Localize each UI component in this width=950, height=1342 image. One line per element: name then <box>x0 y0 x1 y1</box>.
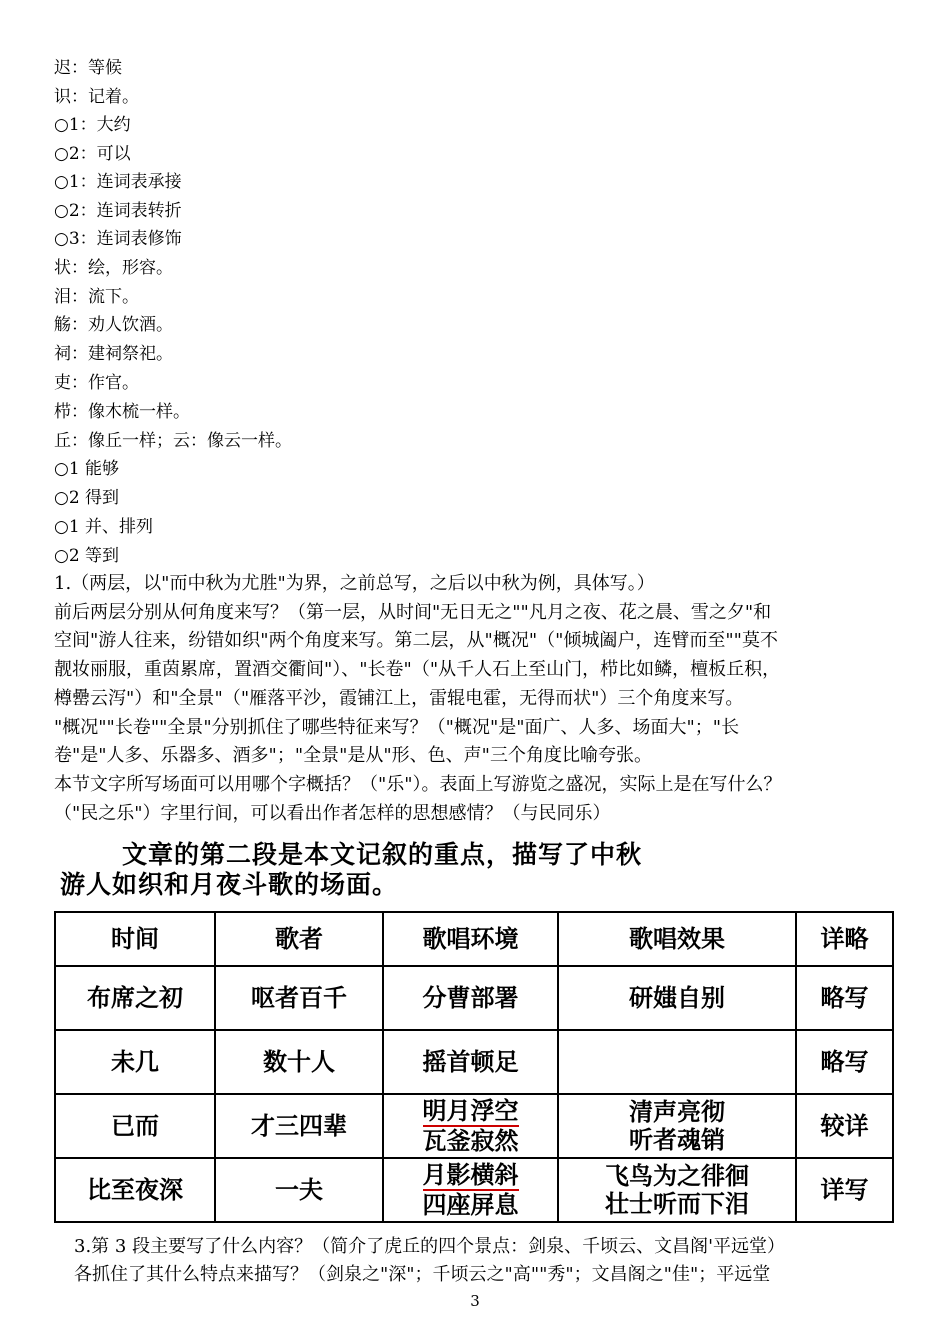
glossary-item: 栉：像木梳一样。 <box>54 402 190 422</box>
glossary-item: ○2 等到 <box>54 546 120 566</box>
glossary-item: ○1：大约 <box>54 115 131 135</box>
glossary-item: 泪：流下。 <box>54 287 139 307</box>
cell-effect <box>558 1158 796 1222</box>
glossary-item: 觞：劝人饮酒。 <box>54 315 173 335</box>
glossary-item: 祠：建祠祭祀。 <box>54 344 173 364</box>
effect-line: 研媸自别 <box>629 983 725 1012</box>
paragraph-line: 本节文字所写场面可以用哪个字概括？（"乐"）。表面上写游览之盛况，实际上是在写什么？ <box>54 773 782 795</box>
paragraph-line: （"民之乐"）字里行间，可以看出作者怎样的思想感情？（与民同乐） <box>54 802 611 824</box>
header-singer: 歌者 <box>215 912 383 966</box>
header-time: 时间 <box>55 912 215 966</box>
singing-scene-table <box>54 911 894 1223</box>
cell-singer: 才三四辈 <box>215 1094 383 1158</box>
cell-detail: 详写 <box>796 1158 893 1222</box>
cell-environment <box>383 966 558 1030</box>
paragraph-line: 卷"是"人多、乐器多、酒多"；"全景"是从"形、色、声"三个角度比喻夸张。 <box>54 745 652 767</box>
cell-time: 布席之初 <box>55 966 215 1030</box>
header-effect: 歌唱效果 <box>558 912 796 966</box>
paragraph-line: 靓妆丽服，重茵累席，置酒交衢间"）、"长卷"（"从千人石上至山门，栉比如鳞，檀板丘积， <box>54 659 781 681</box>
figure-caption-line2: 游人如织和月夜斗歌的场面。 <box>60 870 399 899</box>
cell-effect <box>558 966 796 1030</box>
cell-time: 已而 <box>55 1094 215 1158</box>
glossary-item: 丘：像丘一样；云：像云一样。 <box>54 431 292 451</box>
cell-environment <box>383 1158 558 1222</box>
cell-effect <box>558 1030 796 1094</box>
page-number: 3 <box>470 1292 480 1310</box>
glossary-item: ○1 能够 <box>54 459 120 479</box>
glossary-item: 吏：作官。 <box>54 373 139 393</box>
glossary-item: 状：绘，形容。 <box>54 258 173 278</box>
cell-singer: 呕者百千 <box>215 966 383 1030</box>
table-row <box>55 1030 893 1094</box>
paragraph-line: 前后两层分别从何角度来写？（第一层，从时间"无日无之""凡月之夜、花之晨、雪之夕"和 <box>54 601 772 623</box>
cell-detail: 较详 <box>796 1094 893 1158</box>
glossary-item: ○2：可以 <box>54 144 131 164</box>
effect-line: 清声亮彻 <box>629 1097 725 1126</box>
glossary-item: 迟：等候 <box>54 58 122 78</box>
table-row <box>55 1158 893 1222</box>
cell-time: 比至夜深 <box>55 1158 215 1222</box>
glossary-item: ○1 并、排列 <box>54 517 154 537</box>
cell-effect <box>558 1094 796 1158</box>
table-row <box>55 966 893 1030</box>
paragraph-line: 1.（两层，以"而中秋为尤胜"为界，之前总写，之后以中秋为例，具体写。） <box>54 573 655 594</box>
table-header-row <box>55 912 893 966</box>
effect-line: 飞鸟为之徘徊 <box>605 1161 749 1190</box>
glossary-item: 识：记着。 <box>54 87 139 107</box>
glossary-item: ○2 得到 <box>54 488 120 508</box>
env-line: 月影横斜 <box>422 1160 519 1189</box>
env-line: 分曹部署 <box>422 983 519 1012</box>
cell-singer: 数十人 <box>215 1030 383 1094</box>
cell-detail: 略写 <box>796 966 893 1030</box>
analysis-paragraph <box>54 570 900 828</box>
paragraph-line: 樽罍云泻"）和"全景"（"雁落平沙，霞铺江上，雷辊电霍，无得而状"）三个角度来写。 <box>54 687 744 709</box>
glossary-item: ○3：连词表修饰 <box>54 229 182 249</box>
cell-detail: 略写 <box>796 1030 893 1094</box>
header-environment: 歌唱环境 <box>383 912 558 966</box>
cell-time: 未几 <box>55 1030 215 1094</box>
table-row <box>55 1094 893 1158</box>
env-line: 瓦釜寂然 <box>422 1126 519 1155</box>
glossary-item: ○2：连词表转折 <box>54 201 182 221</box>
effect-line: 听者魂销 <box>629 1125 725 1154</box>
env-line: 明月浮空 <box>422 1096 519 1125</box>
cell-environment <box>383 1030 558 1094</box>
effect-line: 壮士听而下泪 <box>605 1189 749 1218</box>
env-line: 摇首顿足 <box>422 1047 519 1076</box>
figure-caption-line1: 文章的第二段是本文记叙的重点，描写了中秋 <box>122 840 643 869</box>
cell-environment <box>383 1094 558 1158</box>
paragraph-line: 空间"游人往来，纷错如织"两个角度来写。第二层，从"概况"（"倾城阖户，连臂而至""莫不 <box>54 630 778 652</box>
env-line: 四座屏息 <box>422 1190 519 1219</box>
paragraph-line: "概况""长卷""全景"分别抓住了哪些特征来写？（"概况"是"面广、人多、场面大"；"长 <box>54 716 740 738</box>
question-3-line2: 各抓住了其什么特点来描写？（剑泉之"深"；千顷云之"高""秀"；文昌阁之"佳"；平远堂 <box>74 1264 771 1285</box>
glossary-item: ○1：连词表承接 <box>54 172 182 192</box>
question-3-line1: 3.第 3 段主要写了什么内容？（简介了虎丘的四个景点：剑泉、千顷云、文昌阁'平远堂） <box>74 1236 786 1257</box>
header-detail: 详略 <box>796 912 893 966</box>
cell-singer: 一夫 <box>215 1158 383 1222</box>
